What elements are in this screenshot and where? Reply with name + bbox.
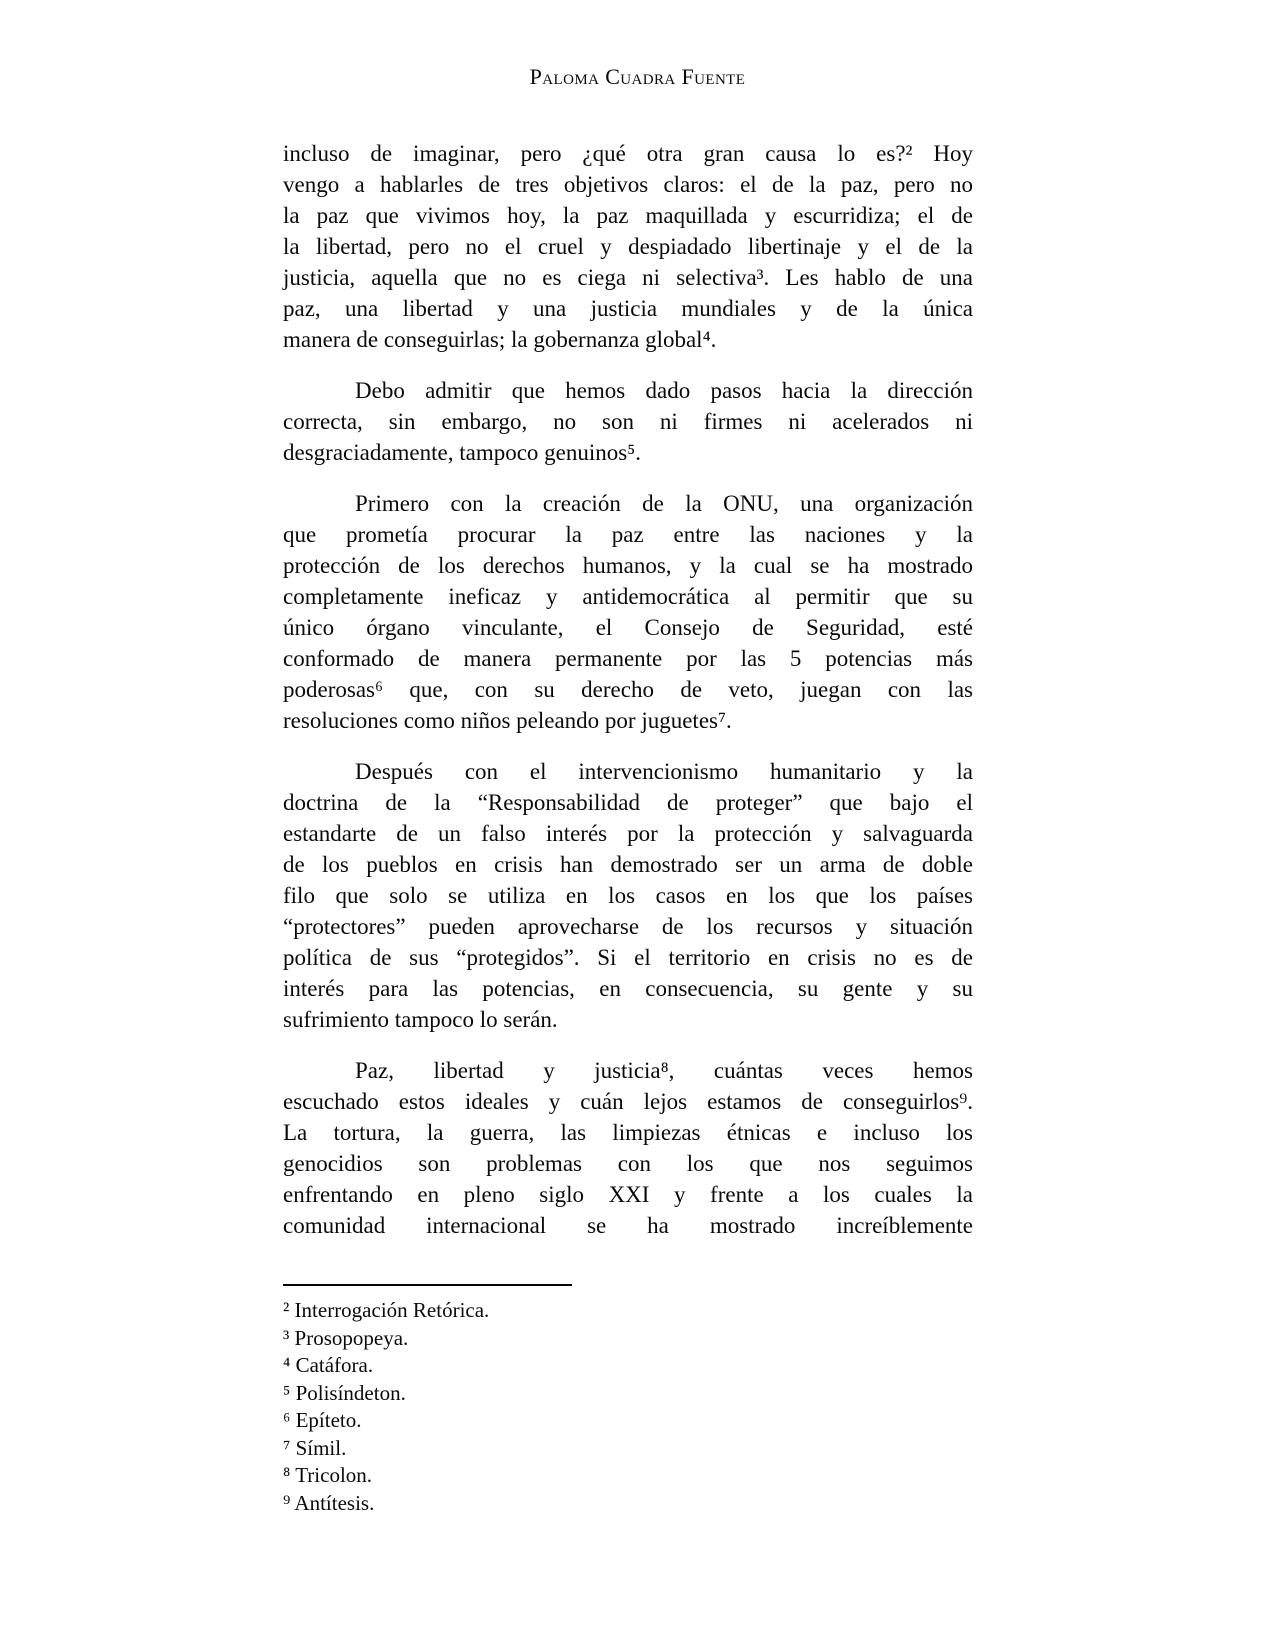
text-line: único órgano vinculante, el Consejo de Seguridad, esté <box>283 615 973 640</box>
footnote-marker: ² <box>283 1298 290 1322</box>
text-line: política de sus “protegidos”. Si el territorio en crisis no es de <box>283 945 973 970</box>
footnote-marker: ⁹ <box>283 1490 291 1515</box>
text-line: interés para las potencias, en consecuencia, su gente y su <box>283 976 973 1001</box>
body-text <box>283 138 973 1261</box>
text-line: completamente ineficaz y antidemocrática al permitir que su <box>283 584 973 609</box>
footnote <box>283 1407 973 1435</box>
footnote-text: Interrogación Retórica. <box>294 1298 490 1322</box>
text-line: incluso de imaginar, pero ¿qué otra gran causa lo es?² Hoy <box>283 141 973 166</box>
text-line: Primero con la creación de la ONU, una organización <box>355 491 973 516</box>
footnote-marker: ⁵ <box>283 1380 291 1405</box>
text-line: la paz que vivimos hoy, la paz maquillada y escurridiza; el de <box>283 203 973 228</box>
text-line: vengo a hablarles de tres objetivos claros: el de la paz, pero no <box>283 172 973 197</box>
paragraph <box>283 138 973 355</box>
text-line: comunidad internacional se ha mostrado increíblemente <box>283 1213 973 1238</box>
footnotes-section <box>283 1284 973 1517</box>
paragraph <box>283 488 973 736</box>
footnote-text: Antítesis. <box>294 1490 375 1515</box>
footnote <box>283 1325 973 1353</box>
text-line: protección de los derechos humanos, y la cual se ha mostrado <box>283 553 973 578</box>
text-line: conformado de manera permanente por las 5 potencias más <box>283 646 973 671</box>
footnote <box>283 1297 973 1325</box>
footnote-text: Tricolon. <box>295 1463 373 1487</box>
footnote <box>283 1435 973 1463</box>
footnote <box>283 1352 973 1380</box>
text-line: la libertad, pero no el cruel y despiadado libertinaje y el de la <box>283 234 973 259</box>
text-line: Después con el intervencionismo humanitario y la <box>355 759 973 784</box>
paragraph <box>283 1055 973 1241</box>
text-line: de los pueblos en crisis han demostrado ser un arma de doble <box>283 852 973 877</box>
footnote-marker: ⁴ <box>283 1353 291 1377</box>
text-line: sufrimiento tampoco lo serán. <box>283 1007 558 1032</box>
text-line: Paz, libertad y justicia⁸, cuántas veces hemos <box>355 1058 973 1083</box>
footnote-marker: ⁷ <box>283 1435 291 1460</box>
text-line: justicia, aquella que no es ciega ni selectiva³. Les hablo de una <box>283 265 973 290</box>
text-line: “protectores” pueden aprovecharse de los recursos y situación <box>283 914 973 939</box>
footnote-text: Polisíndeton. <box>295 1380 406 1405</box>
text-line: doctrina de la “Responsabilidad de proteger” que bajo el <box>283 790 973 815</box>
text-line: manera de conseguirlas; la gobernanza global⁴. <box>283 327 717 352</box>
footnote-text: Catáfora. <box>295 1353 374 1377</box>
footnote <box>283 1490 973 1518</box>
footnote-separator <box>283 1284 572 1286</box>
page-header-author: Paloma Cuadra Fuente <box>529 64 746 89</box>
paragraph <box>283 756 973 1035</box>
text-line: estandarte de un falso interés por la protección y salvaguarda <box>283 821 973 846</box>
text-line: paz, una libertad y una justicia mundiales y de la única <box>283 296 973 321</box>
footnote-marker: ⁶ <box>283 1408 291 1432</box>
text-line: que prometía procurar la paz entre las naciones y la <box>283 522 973 547</box>
footnote-list <box>283 1297 973 1517</box>
paragraph <box>283 375 973 468</box>
footnote-marker: ⁸ <box>283 1463 291 1487</box>
text-line: poderosas⁶ que, con su derecho de veto, juegan con las <box>283 677 973 702</box>
text-line: Debo admitir que hemos dado pasos hacia la dirección <box>355 378 973 403</box>
footnote-text: Prosopopeya. <box>294 1325 409 1350</box>
footnote-marker: ³ <box>283 1325 290 1350</box>
text-line: filo que solo se utiliza en los casos en los que los países <box>283 883 973 908</box>
text-line: genocidios son problemas con los que nos seguimos <box>283 1151 973 1176</box>
footnote-text: Símil. <box>295 1435 347 1460</box>
text-line: resoluciones como niños peleando por juguetes⁷. <box>283 708 732 733</box>
footnote-text: Epíteto. <box>295 1408 362 1432</box>
text-line: desgraciadamente, tampoco genuinos⁵. <box>283 440 642 465</box>
text-line: La tortura, la guerra, las limpiezas étnicas e incluso los <box>283 1120 973 1145</box>
text-line: correcta, sin embargo, no son ni firmes ni acelerados ni <box>283 409 973 434</box>
footnote <box>283 1462 973 1490</box>
footnote <box>283 1380 973 1408</box>
text-line: enfrentando en pleno siglo XXI y frente a los cuales la <box>283 1182 973 1207</box>
text-line: escuchado estos ideales y cuán lejos estamos de conseguirlos⁹. <box>283 1089 973 1114</box>
